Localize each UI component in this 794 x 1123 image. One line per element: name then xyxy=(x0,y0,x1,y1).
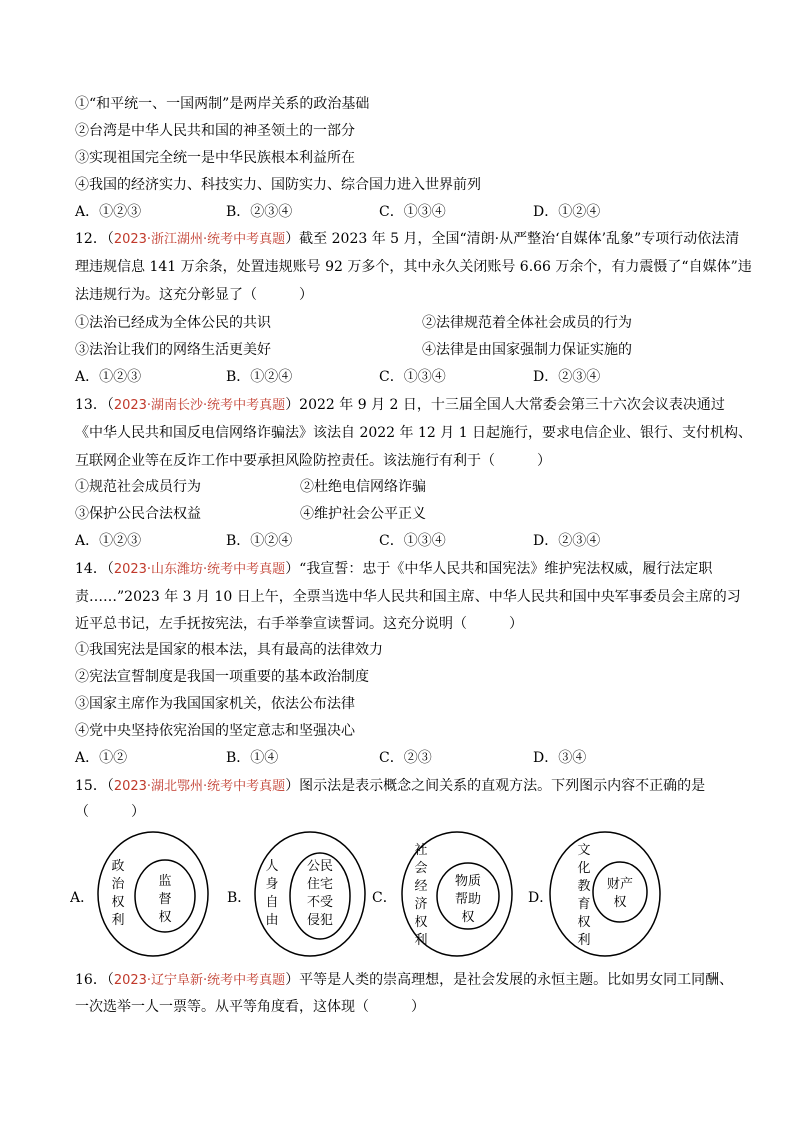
diagram-d-outer-char: 教 xyxy=(577,879,591,894)
diagram-a-letter: A． xyxy=(70,890,95,906)
diagram-c[interactable] xyxy=(372,832,512,956)
diagram-d-outer-char: 育 xyxy=(577,897,591,912)
q11-item-3: ③实现祖国完全统一是中华民族根本利益所在 xyxy=(75,150,355,166)
diagram-d-inner-ellipse xyxy=(593,862,647,922)
q16-stem-line-1 xyxy=(75,970,733,991)
diagram-c-outer-char: 经 xyxy=(414,879,428,894)
diagram-a-outer-char: 政 xyxy=(111,859,125,874)
q11-item-1: ①“和平统一、一国两制”是两岸关系的政治基础 xyxy=(75,96,370,112)
q14-option-c[interactable]: C．②③ xyxy=(379,750,432,766)
q13-stem-line-1 xyxy=(75,395,725,416)
diagram-d-outer-char: 文 xyxy=(577,843,591,858)
q13-option-d[interactable]: D．②③④ xyxy=(533,533,601,549)
q13-stem-text: ）2022 年 9 月 2 日，十三届全国人大常委会第三十六次会议表决通过 xyxy=(285,397,725,413)
q15-stem-text: ）图示法是表示概念之间关系的直观方法。下列图示内容不正确的是 xyxy=(285,778,706,794)
q16-number: 16．（ xyxy=(75,972,114,988)
q13-item-2: ②杜绝电信网络诈骗 xyxy=(300,479,426,495)
diagram-c-outer-char: 济 xyxy=(414,897,428,912)
q11-item-4: ④我国的经济实力、科技实力、国防实力、综合国力进入世界前列 xyxy=(75,177,481,193)
diagram-a-outer-ellipse xyxy=(98,832,208,956)
q14-stem-line-1 xyxy=(75,559,712,580)
q14-option-d[interactable]: D．③④ xyxy=(533,750,587,766)
diagram-d-outer-ellipse xyxy=(550,832,660,956)
q13-item-4: ④维护社会公平正义 xyxy=(300,506,426,522)
q13-source: 2023·湖南长沙·统考中考真题 xyxy=(113,398,286,413)
q13-item-3: ③保护公民合法权益 xyxy=(75,506,201,522)
q15-stem-line-2: （ ） xyxy=(75,804,145,820)
q13-option-a[interactable]: A．①②③ xyxy=(75,533,142,549)
q14-stem-line-2: 责……”2023 年 3 月 10 日上午，全票当选中华人民共和国主席、中华人民共和国中央军事委员会主席的习 xyxy=(75,589,741,605)
q14-item-2: ②宪法宣誓制度是我国一项重要的基本政治制度 xyxy=(75,669,369,685)
diagram-b[interactable] xyxy=(227,832,365,956)
q13-option-b[interactable]: B．①②④ xyxy=(226,533,293,549)
q12-stem-line-3: 法违规行为。这充分彰显了（ ） xyxy=(75,287,313,303)
q12-option-a[interactable]: A．①②③ xyxy=(75,369,142,385)
q12-option-d[interactable]: D．②③④ xyxy=(533,369,601,385)
q13-option-c[interactable]: C．①③④ xyxy=(379,533,446,549)
diagram-a-outer-char: 利 xyxy=(111,913,125,928)
q12-number: 12．（ xyxy=(75,231,114,247)
diagram-d-inner-line: 权 xyxy=(613,895,627,910)
q12-option-c[interactable]: C．①③④ xyxy=(379,369,446,385)
q12-stem-line-2: 理违规信息 141 万余条，处置违规账号 92 万多个，其中永久关闭账号 6.66 万余个，有力震慑了“自媒体”违 xyxy=(75,259,752,275)
q12-item-2: ②法律规范着全体社会成员的行为 xyxy=(422,315,632,331)
diagram-b-outer-char: 由 xyxy=(265,913,279,928)
q15-number: 15．（ xyxy=(75,778,114,794)
diagram-b-inner-line: 住宅 xyxy=(306,877,334,892)
q11-option-b[interactable]: B．②③④ xyxy=(226,204,293,220)
q12-stem-text: ）截至 2023 年 5 月，全国“清朗·从严整治‘自媒体’乱象”专项行动依法清 xyxy=(285,231,740,247)
diagram-b-letter: B． xyxy=(227,890,252,906)
diagram-c-letter: C． xyxy=(372,890,397,906)
q14-option-b[interactable]: B．①④ xyxy=(226,750,279,766)
q11-option-d[interactable]: D．①②④ xyxy=(533,204,601,220)
diagram-c-inner-line: 权 xyxy=(461,910,475,925)
q12-stem-line-1 xyxy=(75,229,739,250)
diagram-d-outer-char: 化 xyxy=(577,861,591,876)
q15-source: 2023·湖北鄂州·统考中考真题 xyxy=(113,779,286,794)
diagram-a[interactable] xyxy=(70,832,208,956)
diagram-c-outer-char: 会 xyxy=(414,861,428,876)
diagram-a-outer-char: 治 xyxy=(111,877,125,892)
diagram-c-outer-char: 权 xyxy=(414,915,428,930)
diagram-a-inner-char: 督 xyxy=(158,892,172,907)
q12-item-1: ①法治已经成为全体公民的共识 xyxy=(75,315,271,331)
q14-item-4: ④党中央坚持依宪治国的坚定意志和坚强决心 xyxy=(75,723,355,739)
q13-stem-line-3: 互联网企业等在反诈工作中要承担风险防控责任。该法施行有利于（ ） xyxy=(75,453,551,469)
q14-stem-text: ）“我宣誓：忠于《中华人民共和国宪法》维护宪法权威，履行法定职 xyxy=(285,561,713,577)
diagram-a-inner-char: 监 xyxy=(158,874,172,889)
q14-stem-line-3: 近平总书记，左手抚按宪法，右手举拳宣读誓词。这充分说明（ ） xyxy=(75,616,523,632)
diagram-b-inner-line: 公民 xyxy=(306,859,334,874)
q14-option-a[interactable]: A．①② xyxy=(75,750,128,766)
q14-item-1: ①我国宪法是国家的根本法，具有最高的法律效力 xyxy=(75,642,383,658)
q12-option-b[interactable]: B．①②④ xyxy=(226,369,293,385)
q14-source: 2023·山东潍坊·统考中考真题 xyxy=(113,562,286,577)
q13-stem-line-2: 《中华人民共和国反电信网络诈骗法》该法自 2022 年 12 月 1 日起施行，要求电信企业、银行、支付机构、 xyxy=(75,425,753,441)
diagram-a-inner-char: 权 xyxy=(158,910,172,925)
q16-stem-text: ）平等是人类的崇高理想，是社会发展的永恒主题。比如男女同工同酬、 xyxy=(285,972,734,988)
diagram-b-outer-char: 人 xyxy=(265,859,279,874)
q11-option-c[interactable]: C．①③④ xyxy=(379,204,446,220)
q16-source: 2023·辽宁阜新·统考中考真题 xyxy=(113,973,286,988)
q11-option-a[interactable]: A．①②③ xyxy=(75,204,142,220)
diagram-d-outer-char: 利 xyxy=(577,933,591,948)
diagram-c-outer-char: 社 xyxy=(414,843,428,858)
diagram-b-outer-char: 自 xyxy=(265,895,279,910)
q12-item-3: ③法治让我们的网络生活更美好 xyxy=(75,342,271,358)
q13-item-1: ①规范社会成员行为 xyxy=(75,479,201,495)
diagram-d[interactable] xyxy=(528,832,660,956)
q15-stem-line-1 xyxy=(75,776,705,797)
diagram-c-inner-line: 物质 xyxy=(454,874,482,889)
diagram-a-outer-char: 权 xyxy=(111,895,125,910)
diagram-b-inner-line: 侵犯 xyxy=(306,913,334,928)
q15-diagrams xyxy=(70,830,730,960)
q16-stem-line-2: 一次选举一人一票等。从平等角度看，这体现（ ） xyxy=(75,999,425,1015)
diagram-d-inner-line: 财产 xyxy=(606,877,634,892)
diagram-b-inner-line: 不受 xyxy=(306,895,334,910)
diagram-d-outer-char: 权 xyxy=(577,915,591,930)
q12-item-4: ④法律是由国家强制力保证实施的 xyxy=(422,342,632,358)
diagram-c-inner-line: 帮助 xyxy=(454,892,482,907)
q13-number: 13．（ xyxy=(75,397,114,413)
q14-number: 14．（ xyxy=(75,561,114,577)
q12-source: 2023·浙江湖州·统考中考真题 xyxy=(113,232,286,247)
diagram-b-outer-char: 身 xyxy=(265,877,279,892)
q14-item-3: ③国家主席作为我国国家机关，依法公布法律 xyxy=(75,696,355,712)
q11-item-2: ②台湾是中华人民共和国的神圣领土的一部分 xyxy=(75,123,355,139)
diagram-d-letter: D． xyxy=(528,890,554,906)
diagram-c-outer-char: 利 xyxy=(414,933,428,948)
